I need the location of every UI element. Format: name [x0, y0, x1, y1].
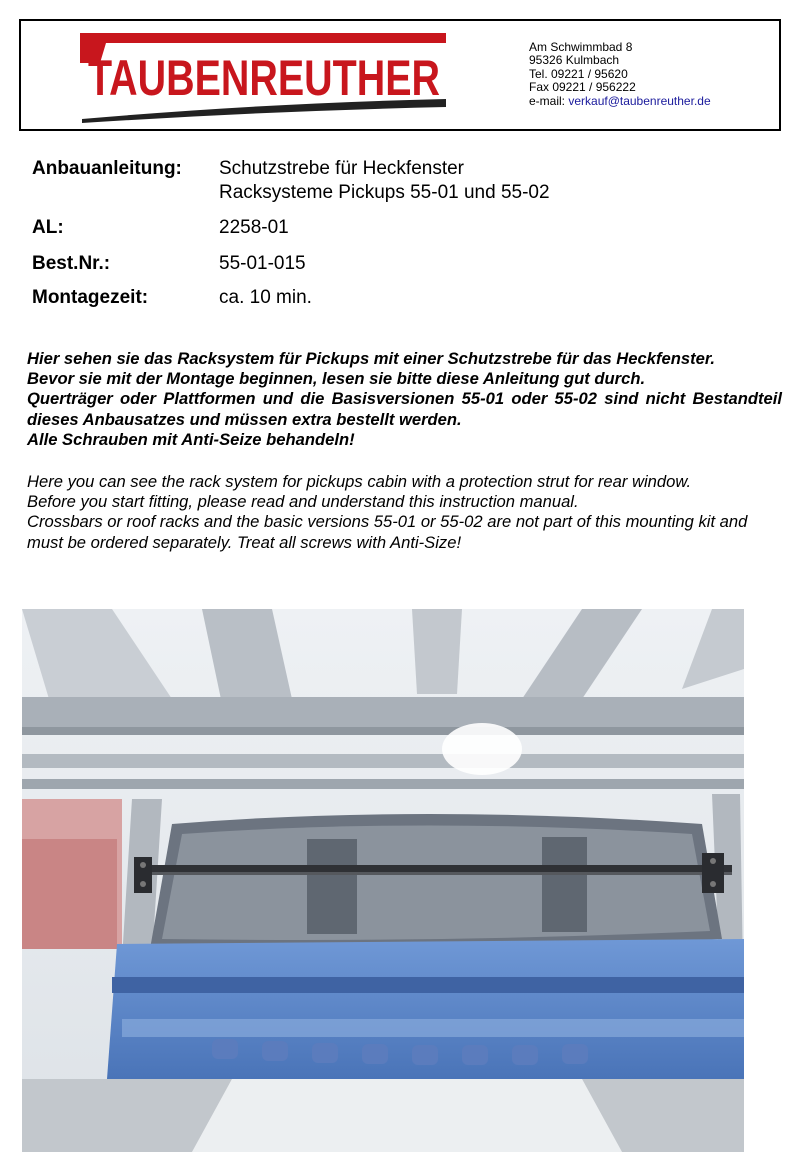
english-line: Here you can see the rack system for pickups cabin with a protection strut for rear window.: [27, 472, 692, 491]
german-line: Alle Schrauben mit Anti-Seize behandeln!: [27, 429, 355, 449]
taubenreuther-logo: [78, 31, 448, 123]
email-label: e-mail:: [529, 93, 569, 108]
english-line: Crossbars or roof racks and the basic versions 55-01 or 55-02 are not part of this mounting kit and must be ordered separately. Treat all screws with Anti-Size!: [27, 512, 748, 552]
instruction-label: Anbauanleitung:: [32, 158, 182, 179]
order-number-label: Best.Nr.:: [32, 253, 111, 274]
english-description: [27, 472, 787, 553]
assembly-time-label: Montagezeit:: [32, 287, 149, 308]
german-line: Querträger oder Plattformen und die Basisversionen 55-01 oder 55-02 sind nicht Bestandteil dieses Anbausatzes und müssen extra bestellt werden.: [27, 389, 782, 429]
address-city: 95326 Kulmbach: [529, 53, 620, 68]
german-description: [27, 349, 782, 450]
address-tel: Tel. 09221 / 95620: [529, 66, 628, 81]
english-line: Before you start fitting, please read and understand this instruction manual.: [27, 492, 579, 512]
address-fax: Fax 09221 / 956222: [529, 80, 636, 95]
header-box: [19, 19, 781, 131]
rack-system-photo: [22, 609, 744, 1152]
logo-text: TAUBENREUTHER: [88, 50, 440, 106]
al-value: 2258-01: [219, 217, 289, 238]
instruction-line1: Schutzstrebe für Heckfenster: [219, 158, 464, 179]
email-link[interactable]: verkauf@taubenreuther.de: [568, 93, 711, 108]
german-line: Bevor sie mit der Montage beginnen, lesen sie bitte diese Anleitung gut durch.: [27, 369, 646, 389]
al-label: AL:: [32, 217, 64, 238]
pickup-rack-illustration: [22, 609, 744, 1152]
address-email-row: [529, 95, 711, 108]
instruction-line2: Racksysteme Pickups 55-01 und 55-02: [219, 182, 550, 203]
assembly-time-value: ca. 10 min.: [219, 287, 312, 308]
german-line: Hier sehen sie das Racksystem für Pickups mit einer Schutzstrebe für das Heckfenster.: [27, 349, 716, 368]
company-address: [529, 41, 711, 108]
order-number-value: 55-01-015: [219, 253, 306, 274]
address-street: Am Schwimmbad 8: [529, 40, 633, 54]
